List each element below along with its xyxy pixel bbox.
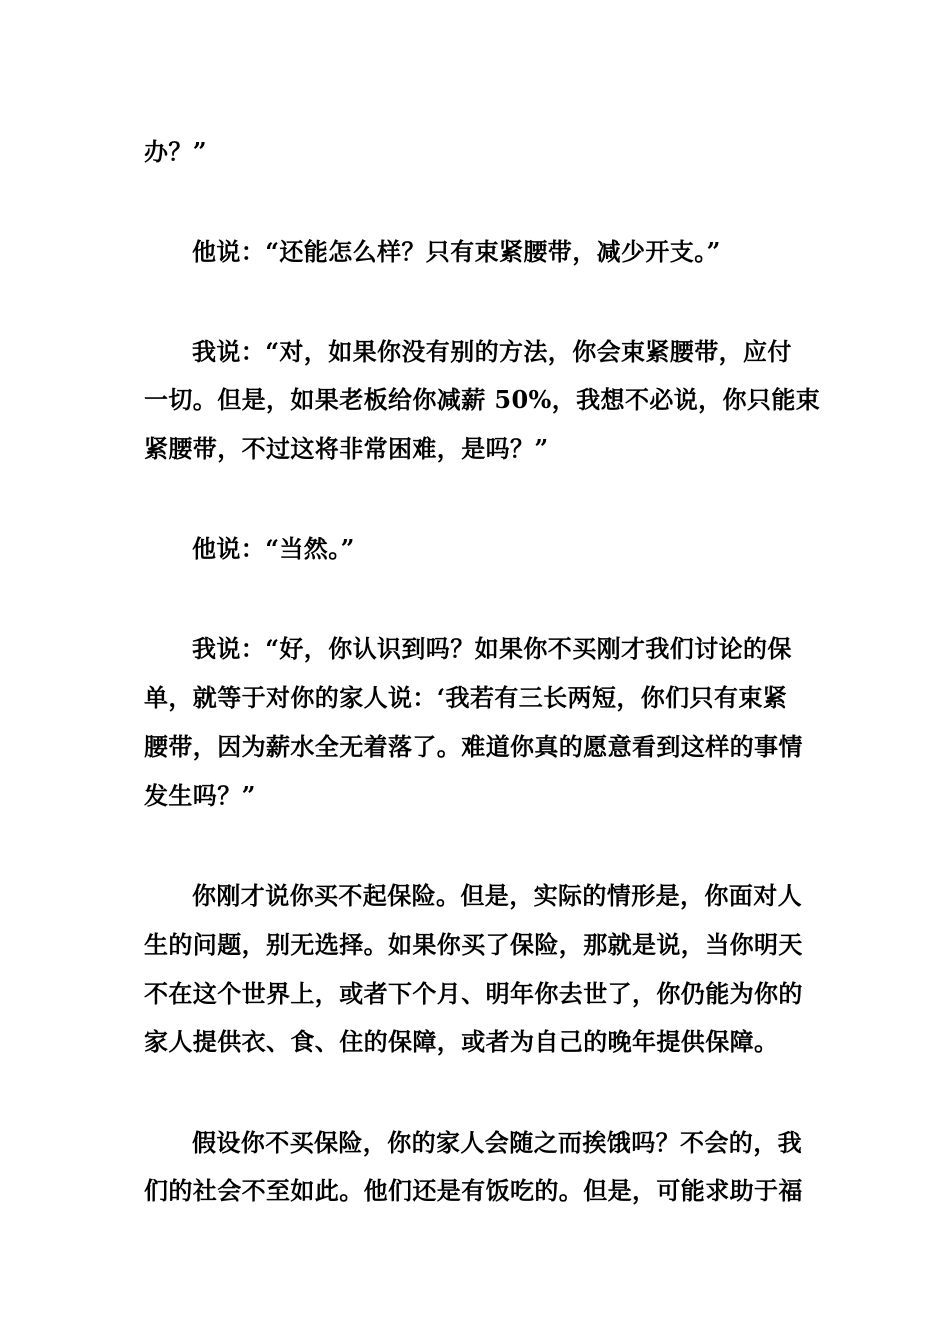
text-line: 我说：“对，如果你没有别的方法，你会束紧腰带，应付 xyxy=(192,337,792,366)
text-line: 发生吗？” xyxy=(144,781,256,810)
text-line: 我说：“好，你认识到吗？如果你不买刚才我们讨论的保 xyxy=(192,634,792,663)
text-line: 他说：“还能怎么样？只有束紧腰带，减少开支。” xyxy=(192,237,721,266)
text-line: 他说：“当然。” xyxy=(192,534,355,563)
text-line: 一切。但是，如果老板给你减薪 50%，我想不必说，你只能束 xyxy=(144,385,821,414)
text-line: 你刚才说你买不起保险。但是，实际的情形是，你面对人 xyxy=(192,881,802,910)
text-line: 办？” xyxy=(144,137,208,166)
text-line: 不在这个世界上，或者下个月、明年你去世了，你仍能为你的 xyxy=(144,979,803,1008)
text-line: 腰带，因为薪水全无着落了。难道你真的愿意看到这样的事情 xyxy=(144,732,803,761)
text-line: 紧腰带，不过这将非常困难，是吗？” xyxy=(144,434,549,463)
text-line: 家人提供衣、食、住的保障，或者为自己的晚年提供保障。 xyxy=(144,1027,779,1056)
text-line: 单，就等于对你的家人说：‘我若有三长两短，你们只有束紧 xyxy=(144,683,788,712)
text-line: 假设你不买保险，你的家人会随之而挨饿吗？不会的，我 xyxy=(192,1128,802,1157)
text-line: 生的问题，别无选择。如果你买了保险，那就是说，当你明天 xyxy=(144,930,803,959)
text-line: 们的社会不至如此。他们还是有饭吃的。但是，可能求助于福 xyxy=(144,1176,803,1205)
